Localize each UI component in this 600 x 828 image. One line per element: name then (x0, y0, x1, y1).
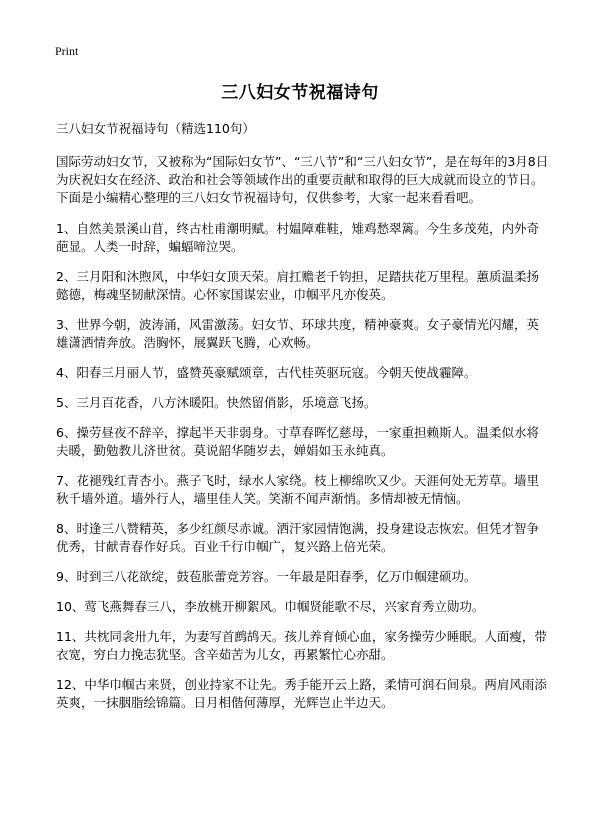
article-body (56, 120, 550, 724)
list-item: 6、操劳昼夜不辞辛，撑起半天非弱身。寸草春晖忆慈母，一家重担赖斯人。温柔似水将夫暖，勤勉教儿济世贫。莫说韶华随岁去，婵娟如玉永纯真。 (56, 425, 539, 458)
list-item: 3、世界今朝，波涛涌，风雷激荡。妇女节、环球共度，精神豪爽。女子豪情光闪耀，英雄潇洒情奔放。浩胸怀，展翼跃飞腾，心欢畅。 (56, 317, 539, 350)
list-item: 5、三月百花香，八方沐暖阳。快然留俏影，乐境意飞扬。 (56, 395, 377, 410)
list-item: 9、时到三八花欲绽，鼓苞胀蕾竞芳容。一年最是阳春季，亿万巾帼建硕功。 (56, 569, 477, 584)
list-item: 7、花褪残红青杏小。燕子飞时，绿水人家绕。枝上柳绵吹又少。天涯何处无芳草。墙里秋千墙外道。墙外行人，墙里佳人笑。笑渐不闻声渐悄。多情却被无情恼。 (56, 473, 539, 506)
print-link[interactable]: Print (55, 44, 79, 58)
page-title: 三八妇女节祝福诗句 (221, 83, 379, 103)
list-item: 8、时逢三八赞精英，多少红颜尽赤诚。洒汗家园情饱满，投身建设志恢宏。但凭才智争优秀，甘献青春作好兵。百业千行巾帼广，复兴路上倍光荣。 (56, 521, 539, 554)
list-item: 1、自然美景溪山苜，终古杜甫潮明赋。村媪障难鞋，雉鸡愁翠篱。今生多茂苑，内外奇葩显。人类一时辞，蝙蝠啼泣哭。 (56, 221, 539, 254)
intro-paragraph: 国际劳动妇女节，又被称为“国际妇女节”、“三八节”和“三八妇女节”，是在每年的3月8日为庆祝妇女在经济、政治和社会等领域作出的重要贡献和取得的巨大成就而设立的节日。下面是小编精心整理的三八妇女节祝福诗句，仅供参考，大家一起来看看吧。 (56, 154, 549, 205)
list-item: 10、莺飞燕舞春三八，李放桃开柳絮风。巾帼贤能歌不尽，兴家育秀立勋功。 (56, 599, 485, 614)
article-subtitle: 三八妇女节祝福诗句（精选110句） (56, 121, 255, 136)
list-item: 11、共枕同衾卅九年，为妻写首鹧鸪天。孩儿养育倾心血，家务操劳少睡眠。人面瘦，带衣宽，穷白力挽志犹坚。含辛茹苦为儿女，再累繁忙心亦甜。 (56, 629, 547, 662)
list-item: 2、三月阳和沐煦风，中华妇女顶天荣。肩扛赡老千钧担，足踏扶花万里程。蕙质温柔扬懿德，梅魂坚韧献深情。心怀家国谋宏业，巾帼平凡亦俊英。 (56, 269, 539, 302)
list-item: 12、中华巾帼古来贤，创业持家不让先。秀手能开云上路，柔情可润石间泉。两肩风雨添英爽，一抹胭脂绘锦篇。日月相偕何薄厚，光辉岂止半边天。 (56, 677, 547, 710)
list-item: 4、阳春三月丽人节，盛赞英豪赋颂章，古代桂英驱玩寇。今朝天使战霾障。 (56, 365, 477, 380)
